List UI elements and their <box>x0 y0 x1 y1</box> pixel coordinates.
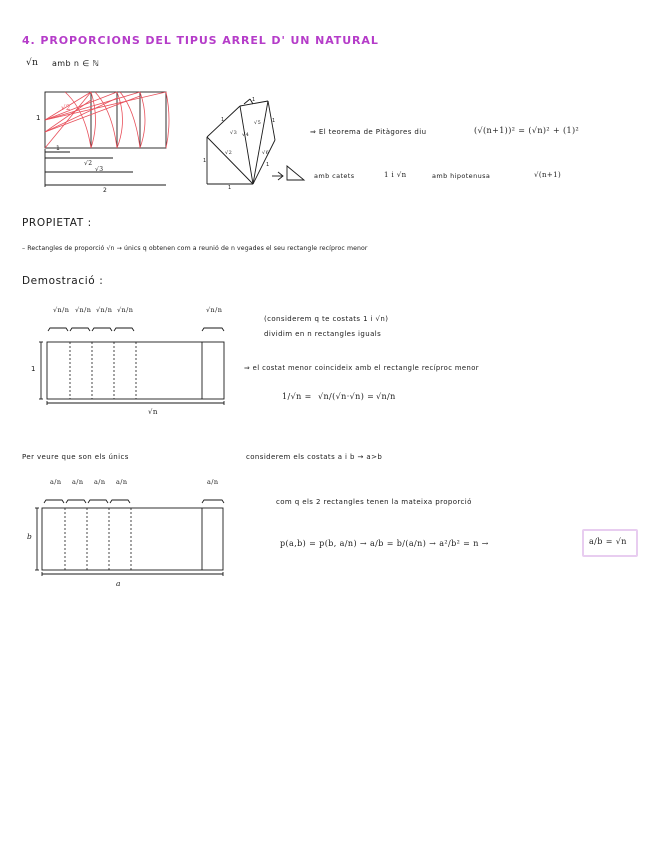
unics-top-label-4: a/n <box>116 478 128 486</box>
demo-result-text: ⇒ el costat menor coincideix amb el rectangle recíproc menor <box>244 364 479 372</box>
unics-intro-left: Per veure que son els únics <box>22 453 129 461</box>
hipotenusa-text: amb hipotenusa <box>432 172 491 180</box>
tri-label-11: 1 <box>266 162 270 168</box>
section-title: 4. PROPORCIONS DEL TIPUS ARREL D' UN NATURAL <box>22 34 379 47</box>
demo-side-label: 1 <box>31 365 36 373</box>
propietat-heading: PROPIETAT : <box>22 217 92 229</box>
tri-label-3: √3 <box>230 130 238 136</box>
spiral-dim-2: √2 <box>84 160 93 167</box>
spiral-dim-3: √3 <box>95 166 104 173</box>
tri-label-7: 1 <box>228 185 232 191</box>
tri-label-4: √4 <box>242 132 250 138</box>
demo-top-label-3: √n/n <box>96 306 113 314</box>
unics-top-label-5: a/n <box>207 478 219 486</box>
demostracio-heading: Demostració : <box>22 275 104 287</box>
tri-label-10: 1 <box>272 118 276 124</box>
demo-top-label-4: √n/n <box>117 306 134 314</box>
hipotenusa-value: √(n+1) <box>534 171 562 179</box>
unics-top-label-3: a/n <box>94 478 106 486</box>
intro-text: amb n ∈ ℕ <box>52 59 100 68</box>
consider-line-2: dividim en n rectangles iguals <box>264 330 382 338</box>
unics-top-label-1: a/n <box>50 478 62 486</box>
unics-same-proportion: com q els 2 rectangles tenen la mateixa proporció <box>276 498 472 506</box>
spiral-dim-1: 1 <box>56 145 61 152</box>
demo-bottom-label: √n <box>148 408 158 416</box>
consider-line-1: (considerem q te costats 1 i √n) <box>264 315 389 323</box>
unics-top-label-2: a/n <box>72 478 84 486</box>
unics-intro-right: considerem els costats a i b → a>b <box>246 453 383 461</box>
demo-top-label-2: √n/n <box>75 306 92 314</box>
demo-top-label-1: √n/n <box>53 306 70 314</box>
intro-sqrt: √n <box>26 58 39 68</box>
catets-text: amb catets <box>314 172 355 180</box>
unics-bottom-label: a <box>116 579 121 588</box>
demo-top-label-5: √n/n <box>206 306 223 314</box>
unics-equation: p(a,b) = p(b, a/n) → a/b = b/(a/n) → a²/b² = n → <box>280 539 489 548</box>
tri-label-9: 1 <box>252 97 256 103</box>
tri-label-1: 1 <box>203 158 207 164</box>
tri-label-8: 1 <box>221 117 225 123</box>
unics-side-label: b <box>27 532 33 541</box>
spiral-dim-4: 2 <box>103 187 108 194</box>
unics-boxed-result: a/b = √n <box>589 537 627 546</box>
spiral-side-label: 1 <box>36 114 41 122</box>
tri-label-6: √6 <box>262 150 270 156</box>
pythagoras-text: ⇒ El teorema de Pitàgores diu <box>310 128 427 136</box>
demo-eq-part2: √n/(√n·√n) = <box>318 392 375 401</box>
spiral-root-label: √2 <box>61 104 71 112</box>
demo-eq-part1: 1/√n = <box>282 392 312 401</box>
tri-label-5: √5 <box>254 120 262 126</box>
pythagoras-formula: (√(n+1))² = (√n)² + (1)² <box>474 126 580 135</box>
propietat-statement: – Rectangles de proporció √n → únics q obtenen com a reunió de n vegades el seu rectangle recíproc menor <box>22 245 368 252</box>
catets-values: 1 i √n <box>384 171 407 179</box>
tri-label-2: √2 <box>225 150 233 156</box>
demo-eq-part3: √n/n <box>376 392 396 401</box>
